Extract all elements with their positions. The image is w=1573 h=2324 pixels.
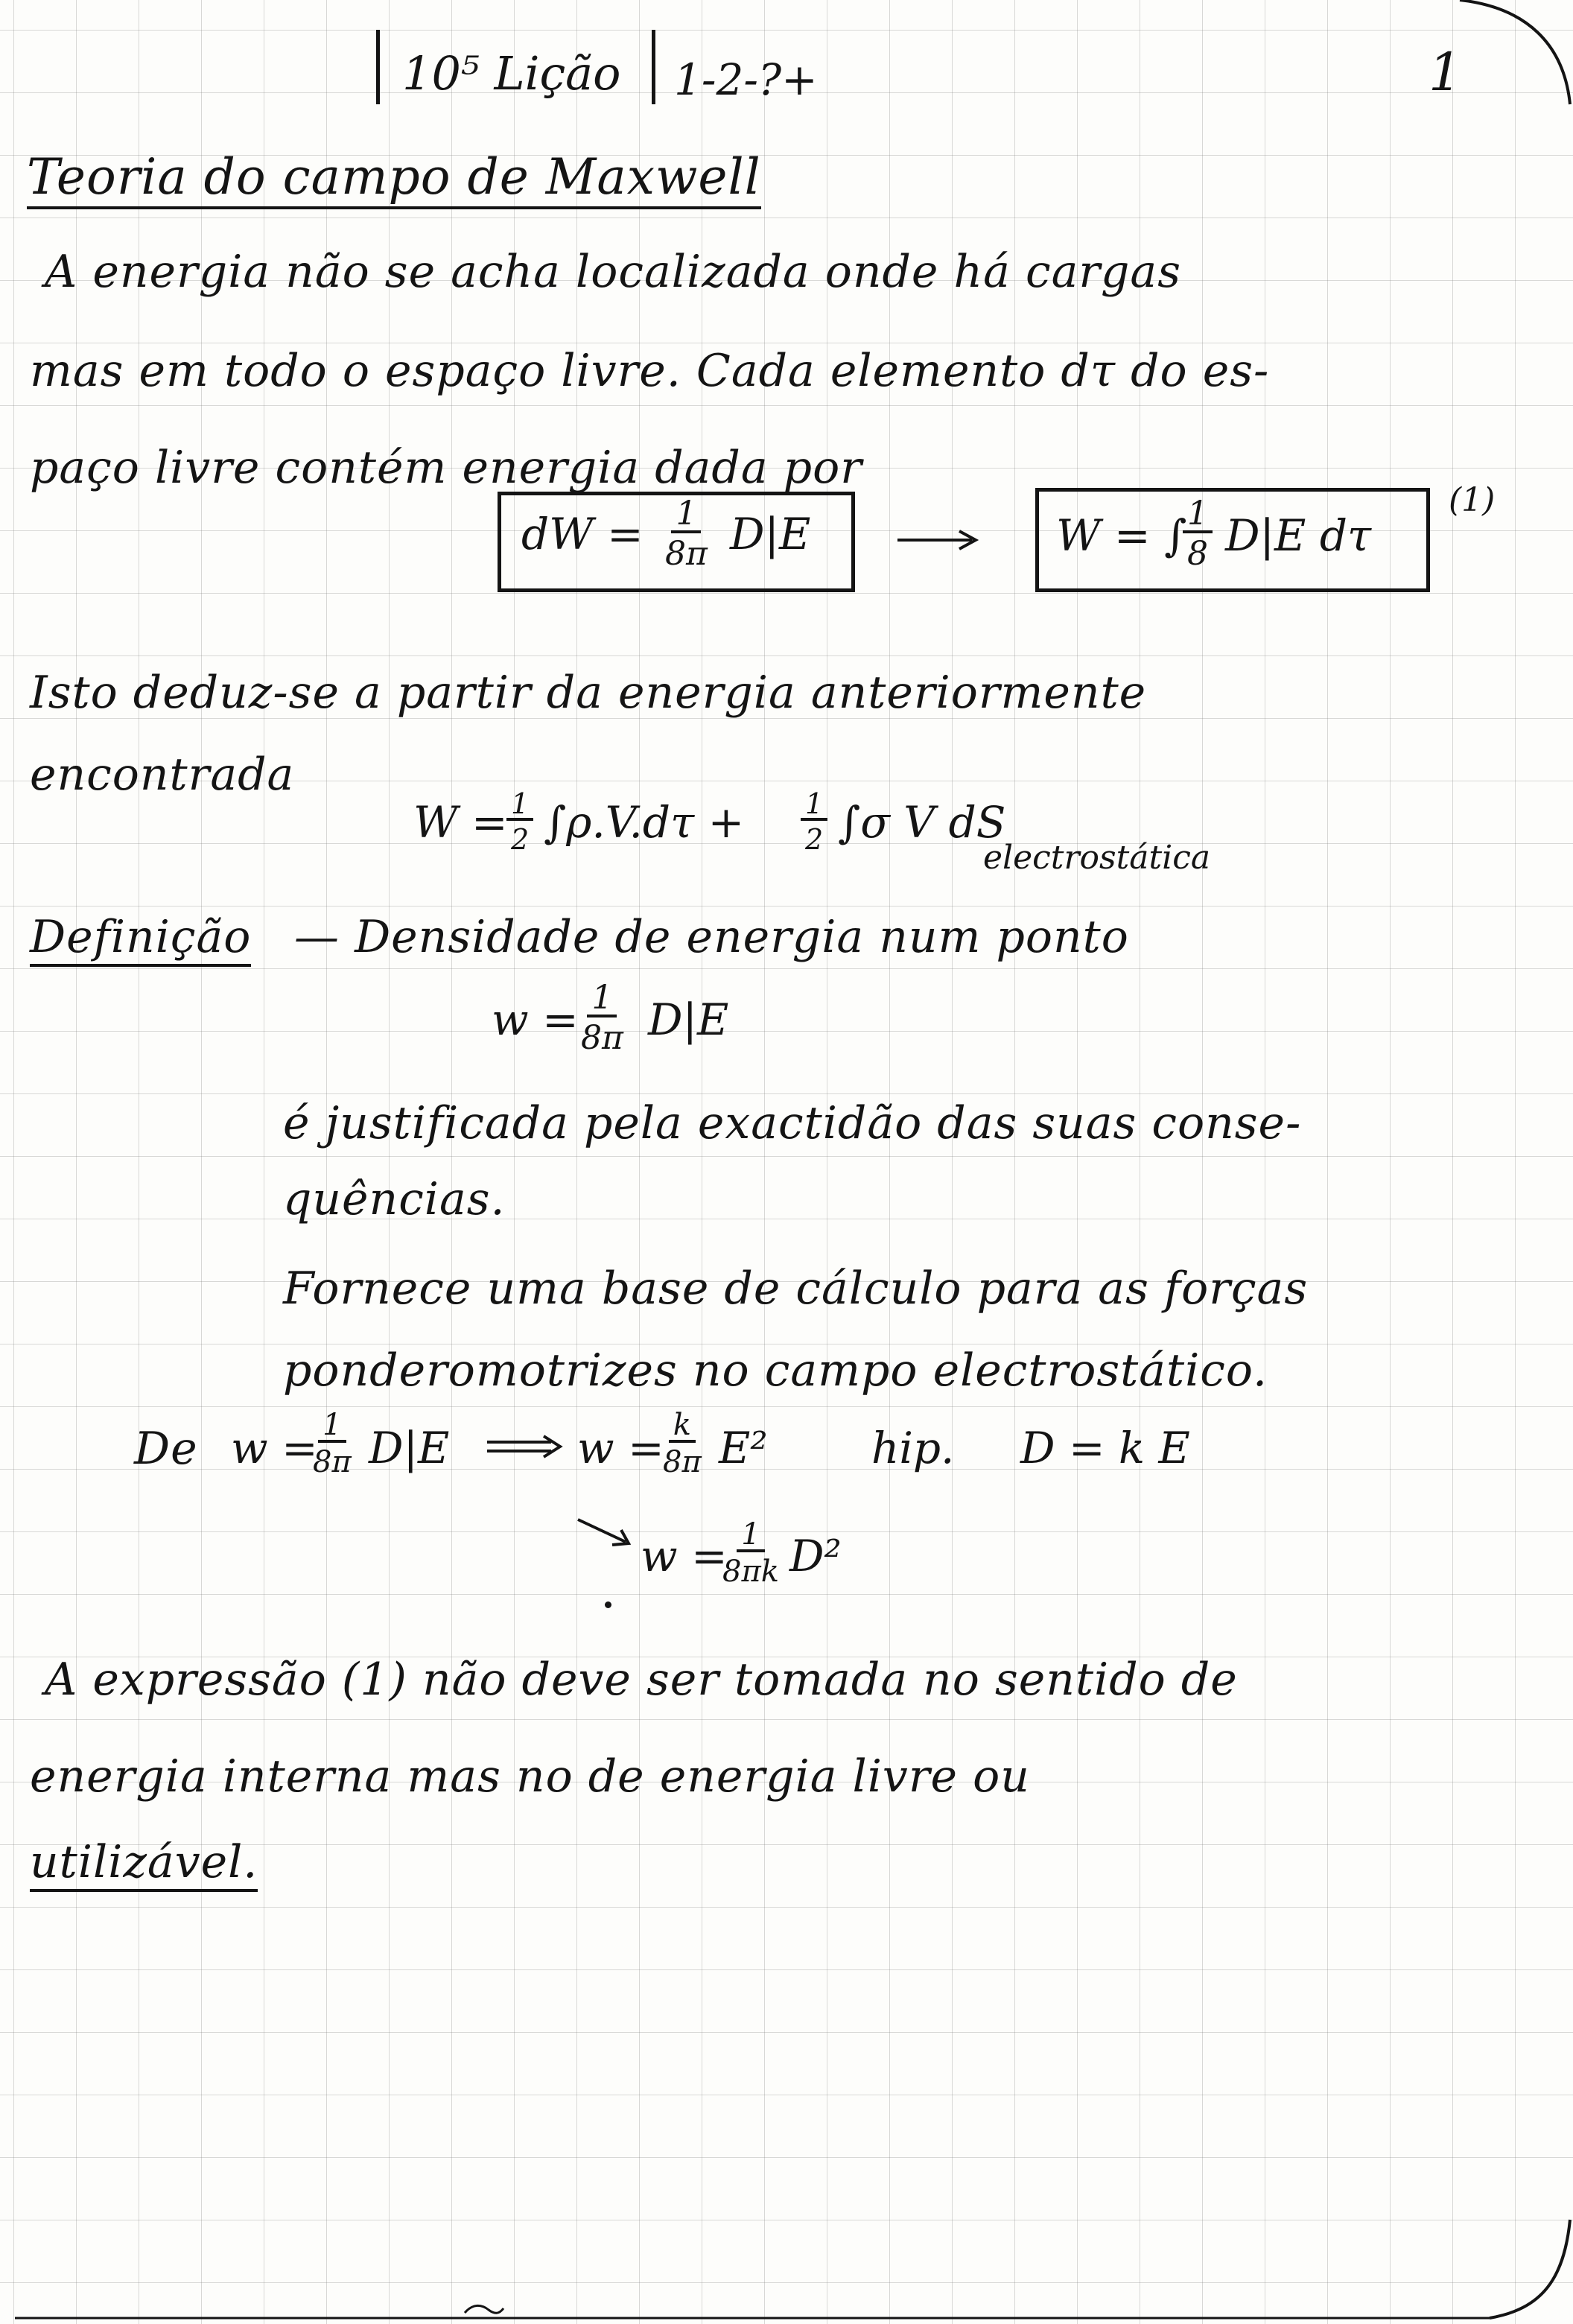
derivation-arrow-icon <box>484 1432 566 1461</box>
energy-formula-half1 <box>506 787 533 856</box>
paragraph1-line3: paço livre contém energia dada por <box>30 442 862 494</box>
pen-mark <box>462 2298 506 2320</box>
dw-rhs: D|E <box>730 509 811 559</box>
conclusion-line2: energia interna mas no de energia livre ou <box>30 1750 1030 1803</box>
dw-fraction-denominator: 8π <box>665 535 708 573</box>
paragraph2-line2: encontrada <box>30 749 295 801</box>
derivation-w1-fraction <box>313 1410 352 1477</box>
w-integral-fraction-denominator: 8 <box>1187 535 1208 573</box>
derivation-w3-numerator: 1 <box>737 1520 764 1552</box>
equation-label-1: (1) <box>1449 481 1496 519</box>
hypothesis-equation: D = k E <box>1020 1423 1190 1473</box>
derivation-w1-denominator: 8π <box>313 1445 352 1479</box>
derivation-w1-numerator: 1 <box>318 1410 346 1443</box>
paragraph2-line1: Isto deduz-se a partir da energia anteriormente <box>30 667 1147 719</box>
dw-lhs: dW = <box>521 509 644 559</box>
energy-formula-half2-numerator: 1 <box>801 790 827 821</box>
energy-formula-half2 <box>801 787 827 856</box>
definition-label: Definição <box>30 915 251 967</box>
derivation-w1-lhs: w = <box>231 1423 318 1473</box>
w-integral-rhs: D|E dτ <box>1225 510 1372 561</box>
energy-formula-surface-term: ∫σ V dS <box>838 797 1006 848</box>
hypothesis-label: hip. <box>871 1423 955 1473</box>
justification-line4: ponderomotrizes no campo electrostático. <box>283 1344 1268 1397</box>
definition-text: — Densidade de energia num ponto <box>294 911 1129 963</box>
energy-formula-half2-denominator: 2 <box>805 823 824 856</box>
energy-formula-lhs: W = <box>413 797 508 848</box>
energy-formula-volume-term: ∫ρ.V.dτ + <box>544 797 745 848</box>
derivation-w2-fraction <box>663 1410 702 1477</box>
dw-fraction-numerator: 1 <box>671 498 701 533</box>
derivation-branch-arrow-icon <box>573 1512 641 1557</box>
page-title: Teoria do campo de Maxwell <box>27 153 761 209</box>
derivation-w3-fraction <box>722 1517 779 1589</box>
w-integral-lhs: W = ∫ <box>1056 510 1187 561</box>
density-formula-denominator: 8π <box>581 1019 623 1057</box>
density-formula-rhs: D|E <box>648 994 729 1045</box>
derivation-w3-rhs: D² <box>789 1531 842 1581</box>
implies-arrow-icon <box>894 525 983 555</box>
derivation-w2-denominator: 8π <box>663 1445 702 1479</box>
derivation-w3-denominator: 8πk <box>722 1555 779 1589</box>
justification-line1: é justificada pela exactidão das suas conse- <box>283 1097 1302 1149</box>
paragraph1-line2: mas em todo o espaço livre. Cada elemento dτ do es- <box>30 345 1270 397</box>
density-formula-fraction <box>581 979 623 1057</box>
lesson-number: 10⁵ Lição <box>402 46 621 101</box>
energy-formula-half1-numerator: 1 <box>506 790 533 821</box>
justification-line2: quências. <box>283 1173 506 1225</box>
lesson-date: 1-2-?+ <box>674 54 818 105</box>
derivation-w2-numerator: k <box>669 1410 696 1443</box>
w-integral-fraction-numerator: 1 <box>1183 498 1213 533</box>
conclusion-line3: utilizável. <box>30 1840 258 1892</box>
derivation-w1-rhs: D|E <box>369 1423 450 1473</box>
derivation-w2-lhs: w = <box>577 1423 664 1473</box>
page-number: 1 <box>1429 42 1462 103</box>
derivation-prefix: De <box>134 1423 198 1475</box>
dw-fraction <box>665 495 708 573</box>
conclusion-line1: A expressão (1) não deve ser tomada no sentido de <box>45 1654 1238 1706</box>
derivation-w2-rhs: E² <box>719 1423 768 1473</box>
definition-annotation: electrostática <box>983 839 1211 877</box>
justification-line3: Fornece uma base de cálculo para as forças <box>283 1263 1309 1315</box>
energy-formula-half1-denominator: 2 <box>511 823 530 856</box>
density-formula-numerator: 1 <box>587 982 617 1017</box>
paragraph1-line1: A energia não se acha localizada onde há cargas <box>45 246 1181 298</box>
density-formula-lhs: w = <box>492 994 579 1045</box>
derivation-w3-lhs: w = <box>641 1531 728 1581</box>
w-integral-fraction <box>1183 495 1213 573</box>
ink-dot <box>605 1601 611 1608</box>
